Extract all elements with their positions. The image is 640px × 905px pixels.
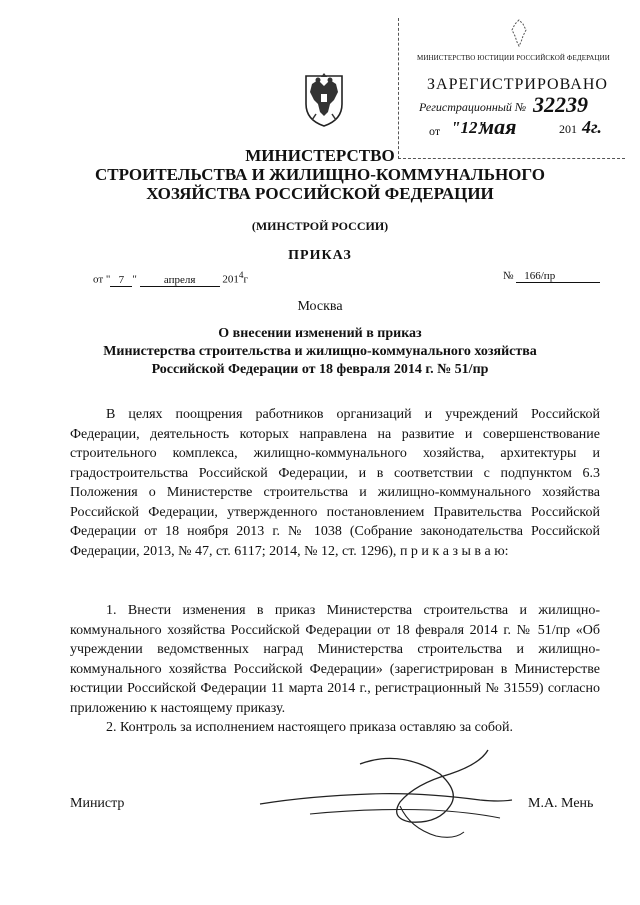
order-subject-line: Российской Федерации от 18 февраля 2014 г. № 51/пр [151,362,489,377]
stamp-emblem-icon [509,18,529,48]
stamp-ministry-name: МИНИСТЕРСТВО ЮСТИЦИИ РОССИЙСКОЙ ФЕДЕРАЦИИ [417,54,610,62]
order-date-month: апреля [140,274,220,287]
order-number-label: № [503,270,514,282]
order-date-year-prefix: 201 [222,273,239,286]
city: Москва [297,299,343,314]
stamp-date-year: 201 [559,122,577,136]
order-subject-line: О внесении изменений в приказ [218,326,422,341]
item-1-paragraph: 1. Внести изменения в приказ Министерства строительства и жилищно-коммунального хозяйства Российской Федерации от 18 февраля 2014 г. № 51/пр «Об учреждении ведомственных наград Министерства строительства и жилищно-коммунального хозяйства Российской Федерации» (зарегистрирован в Министерстве юстиции Российской Федерации 11 марта 2014 г., регистрационный № 31559) согласно приложению к настоящему приказу. [70,603,600,716]
item-2-paragraph: 2. Контроль за исполнением настоящего приказа оставляю за собой. [106,720,514,735]
order-number [503,270,600,283]
preamble-text: В целях поощрения работников организаций и учреждений Российской Федерации, деятельность которых направлена на развитие и совершенствование строительного комплекса, жилищно-коммунального хозяйства, архитектуры и градостроительства Российской Федерации, и в соответствии с подпунктом 6.3 Положения о Министерстве строительства и жилищно-коммунального хозяйства Российской Федерации, утвержденного постановлением Правительства Российской Федерации от 18 ноября 2013 г. № 1038 (Собрание законодательства Российской Федерации, 2013, № 47, ст. 6117; 2014, № 12, ст. 1296), [70,407,600,559]
signatory-name: М.А. Мень [528,796,594,811]
order-date-year-suffix: г [243,273,248,286]
order-number-value: 166/пр [516,270,600,283]
handwritten-signature [250,744,520,844]
order-subject [0,325,640,379]
order-date-quote: " [132,273,137,286]
order-date-day: 7 [110,274,132,287]
stamp-registered-label: ЗАРЕГИСТРИРОВАНО [427,76,608,93]
preamble-paragraph [70,405,600,561]
ministry-title-line: МИНИСТЕРСТВО [245,146,395,165]
stamp-date-month: мая [479,114,517,139]
ministry-title-line: ХОЗЯЙСТВА РОССИЙСКОЙ ФЕДЕРАЦИИ [146,184,494,203]
ministry-title [0,146,640,203]
order-date [93,270,248,287]
stamp-date-from: от [429,124,441,138]
signatory-position: Министр [70,796,125,811]
order-subject-line: Министерства строительства и жилищно-коммунального хозяйства [103,344,537,359]
coat-of-arms-emblem [302,70,346,128]
stamp-reg-number-value: 32239 [533,92,588,117]
ministry-title-line: СТРОИТЕЛЬСТВА И ЖИЛИЩНО-КОММУНАЛЬНОГО [94,165,546,184]
ministry-short-name: (МИНСТРОЙ РОССИИ) [251,219,389,233]
stamp-reg-number-label: Регистрационный № [419,100,527,114]
stamp-date-day: "12" [451,118,487,137]
document-type: ПРИКАЗ [288,248,352,263]
order-word: п р и к а з ы в а ю: [399,543,509,559]
stamp-date-year-digit: 4г. [582,117,602,137]
registration-stamp [398,18,625,159]
order-date-year-digit: 4 [238,270,244,280]
order-date-from: от " [93,273,111,286]
